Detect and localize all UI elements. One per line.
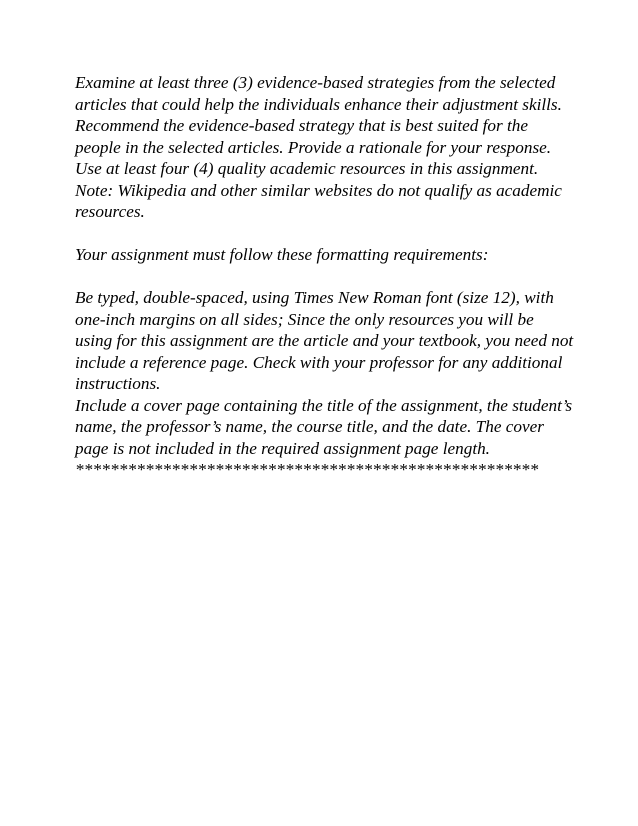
text-line: resources. — [75, 202, 145, 221]
text-line: Include a cover page containing the title of the assignment, the student’s — [75, 395, 573, 415]
text-line: Recommend the evidence-based strategy that is best suited for the — [75, 116, 528, 135]
text-line: Examine at least three (3) evidence-based strategies from the selected — [75, 73, 556, 92]
paragraph-spacer — [75, 223, 575, 245]
text-line: people in the selected articles. Provide a rationale for your response. — [75, 137, 552, 157]
document-body — [75, 72, 575, 481]
text-line: instructions. — [75, 374, 161, 393]
text-line: page is not included in the required assignment page length. — [75, 438, 490, 458]
text-line: include a reference page. Check with your professor for any additional — [75, 352, 563, 372]
text-line: using for this assignment are the article and your textbook, you need not — [75, 331, 574, 350]
text-line: Use at least four (4) quality academic resources in this assignment. — [75, 159, 539, 178]
text-line: Your assignment must follow these formatting requirements: — [75, 245, 489, 264]
formatting-requirements-paragraph — [75, 287, 575, 395]
formatting-heading-paragraph — [75, 244, 575, 266]
cover-page-paragraph — [75, 395, 575, 460]
text-line: Be typed, double-spaced, using Times New Roman font (size 12), with — [75, 288, 554, 307]
text-line: articles that could help the individuals enhance their adjustment skills. — [75, 94, 562, 114]
text-line: one-inch margins on all sides; Since the only resources you will be — [75, 309, 534, 329]
instructions-paragraph — [75, 72, 575, 223]
asterisk-separator: ***************************************************** — [75, 460, 539, 479]
paragraph-spacer — [75, 266, 575, 288]
text-line: name, the professor’s name, the course title, and the date. The cover — [75, 417, 544, 436]
text-line: Note: Wikipedia and other similar websites do not qualify as academic — [75, 180, 562, 200]
